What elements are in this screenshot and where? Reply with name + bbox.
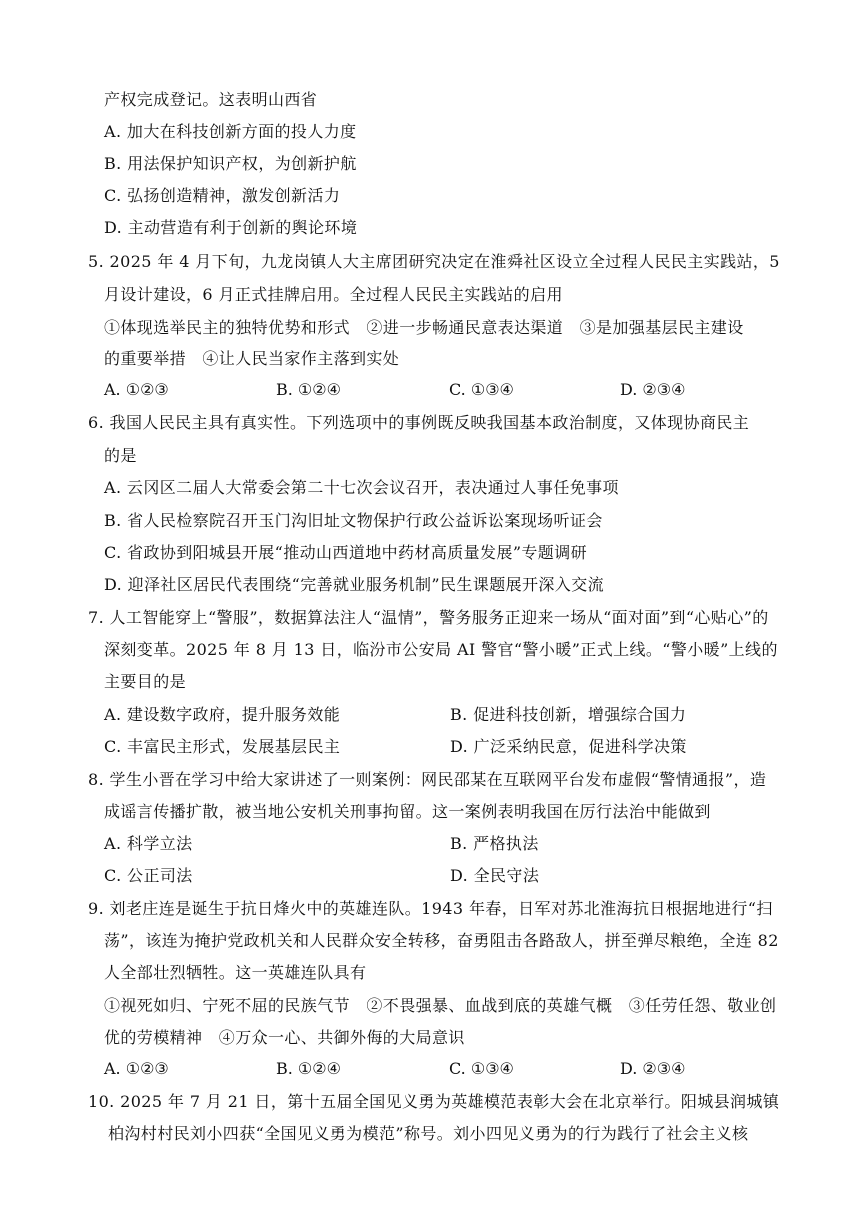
q6-stem-line-1: 6. 我国人民民主具有真实性。下列选项中的事例既反映我国基本政治制度，又体现协商民主 (88, 413, 750, 432)
q5-stem-line-1: 5. 2025 年 4 月下旬，九龙岗镇人大主席团研究决定在淮舜社区设立全过程人民民主实践站，5 (88, 252, 780, 271)
q8-option-d: D. 全民守法 (450, 866, 540, 885)
q8-stem-line-1: 8. 学生小晋在学习中给大家讲述了一则案例：网民邵某在互联网平台发布虚假“警情通报”，造 (88, 770, 767, 789)
q5-choice-b: B. ①②④ (276, 380, 341, 399)
q9-choice-a: A. ①②③ (104, 1059, 169, 1078)
q9-choice-d: D. ②③④ (620, 1059, 686, 1078)
q9-choice-c: C. ①③④ (449, 1059, 514, 1078)
q8-option-a: A. 科学立法 (104, 834, 193, 853)
q10-stem-line-2: 柏沟村村民刘小四获“全国见义勇为模范”称号。刘小四见义勇为的行为践行了社会主义核 (108, 1124, 749, 1143)
q7-stem-line-1: 7. 人工智能穿上“警服”，数据算法注人“温情”，警务服务正迎来一场从“面对面”到“心贴心”的 (88, 608, 769, 627)
q5-choice-a: A. ①②③ (104, 380, 169, 399)
q7-stem-line-3: 主要目的是 (104, 672, 187, 691)
q6-option-a: A. 云冈区二届人大常委会第二十七次会议召开，表决通过人事任免事项 (104, 478, 619, 497)
q7-option-d: D. 广泛采纳民意，促进科学决策 (450, 737, 687, 756)
q5-statements-line-2: 的重要举措 ④让人民当家作主落到实处 (104, 349, 400, 368)
carryover-option-d: D. 主动营造有利于创新的舆论环境 (104, 218, 358, 237)
q7-option-a: A. 建设数字政府，提升服务效能 (104, 705, 341, 724)
q6-option-b: B. 省人民检察院召开玉门沟旧址文物保护行政公益诉讼案现场听证会 (104, 511, 603, 530)
q8-option-b: B. 严格执法 (450, 834, 539, 853)
carryover-option-a: A. 加大在科技创新方面的投人力度 (104, 122, 357, 141)
q5-choice-c: C. ①③④ (449, 380, 514, 399)
q7-option-b: B. 促进科技创新，增强综合国力 (450, 705, 687, 724)
carryover-stem-line: 产权完成登记。这表明山西省 (104, 90, 318, 109)
q9-choice-b: B. ①②④ (276, 1059, 341, 1078)
carryover-option-c: C. 弘扬创造精神，激发创新活力 (104, 186, 341, 205)
q6-option-c: C. 省政协到阳城县开展“推动山西道地中药材高质量发展”专题调研 (104, 543, 588, 562)
q7-option-c: C. 丰富民主形式，发展基层民主 (104, 737, 341, 756)
q6-option-d: D. 迎泽社区居民代表围绕“完善就业服务机制”民生课题展开深入交流 (104, 575, 604, 594)
q9-stem-line-2: 荡”，该连为掩护党政机关和人民群众安全转移，奋勇阻击各路敌人，拼至弹尽粮绝，全连 82 (104, 931, 779, 950)
q8-option-c: C. 公正司法 (104, 866, 193, 885)
carryover-option-b: B. 用法保护知识产权，为创新护航 (104, 154, 357, 173)
q9-choices (104, 1059, 867, 1079)
q9-stem-line-1: 9. 刘老庄连是诞生于抗日烽火中的英雄连队。1943 年春，日军对苏北淮海抗日根据地进行“扫 (88, 899, 773, 918)
q5-choice-d: D. ②③④ (620, 380, 686, 399)
q5-choices (104, 380, 867, 400)
q5-statements-line-1: ①体现选举民主的独特优势和形式 ②进一步畅通民意表达渠道 ③是加强基层民主建设 (104, 318, 744, 337)
q9-statements-line-2: 优的劳模精神 ④万众一心、共御外侮的大局意识 (104, 1028, 465, 1047)
q10-stem-line-1: 10. 2025 年 7 月 21 日，第十五届全国见义勇为英雄模范表彰大会在北京举行。阳城县润城镇 (88, 1092, 780, 1111)
q9-statements-line-1: ①视死如归、宁死不屈的民族气节 ②不畏强暴、血战到底的英雄气概 ③任劳任怨、敬业创 (104, 996, 777, 1015)
q6-stem-line-2: 的是 (104, 446, 137, 465)
q5-stem-line-2: 月设计建设，6 月正式挂牌启用。全过程人民民主实践站的启用 (104, 285, 563, 304)
q8-stem-line-2: 成谣言传播扩散，被当地公安机关刑事拘留。这一案例表明我国在厉行法治中能做到 (104, 802, 711, 821)
q9-stem-line-3: 人全部壮烈牺牲。这一英雄连队具有 (104, 963, 367, 982)
q7-stem-line-2: 深刻变革。2025 年 8 月 13 日，临汾市公安局 AI 警官“警小暖”正式上线。“警小暖”上线的 (104, 640, 778, 659)
